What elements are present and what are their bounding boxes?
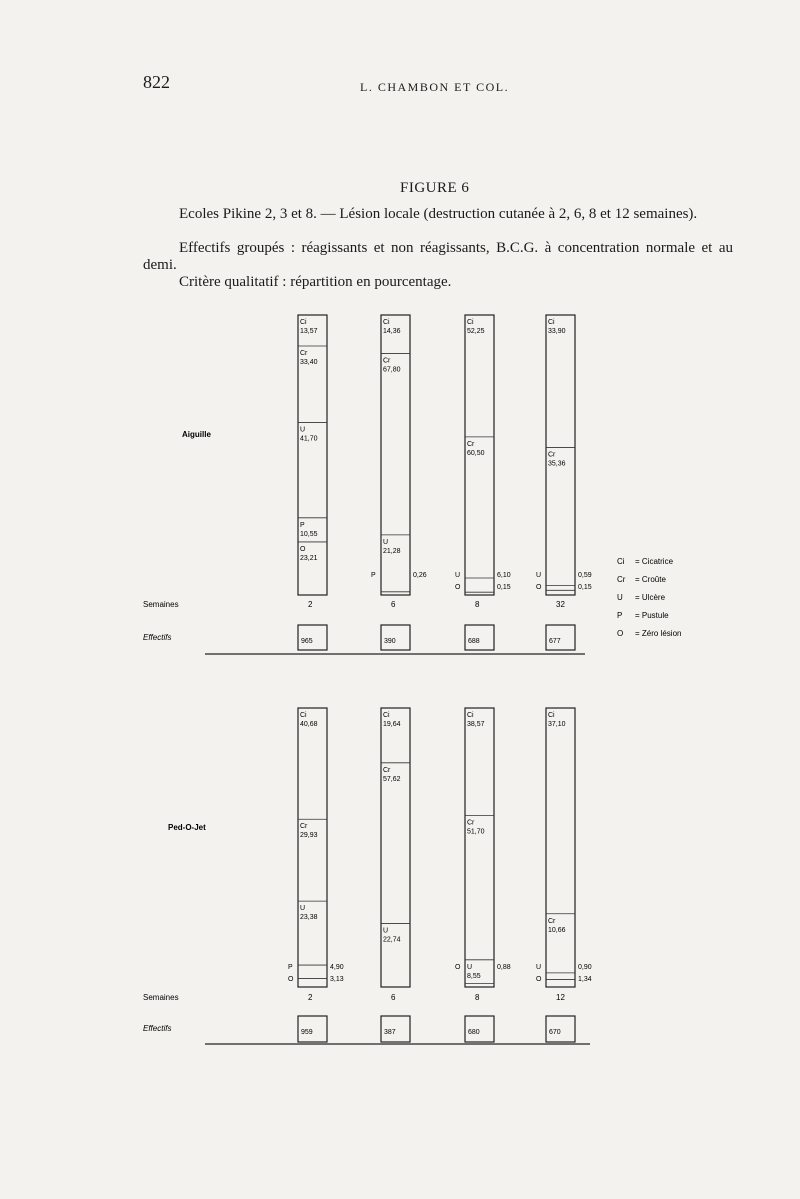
segment-code-o: O — [455, 584, 461, 591]
segment-value: 60,50 — [467, 449, 485, 457]
segment-value: 0,88 — [497, 964, 511, 971]
legend-text: = Croûte — [635, 575, 666, 584]
legend-text: = Pustule — [635, 611, 669, 620]
legend-text: = Ulcère — [635, 593, 666, 602]
segment-code-p: P — [371, 572, 376, 579]
effectif-value: 680 — [468, 1029, 480, 1036]
segment-value: 38,57 — [467, 721, 485, 728]
x-axis-label: Semaines — [143, 600, 179, 609]
legend-code-u: U — [617, 593, 623, 602]
segment-value: 1,34 — [578, 976, 592, 983]
bar-outline — [546, 708, 575, 987]
segment-value: 23,38 — [300, 914, 318, 922]
segment-value: 35,36 — [548, 460, 566, 468]
segment-value: 14,36 — [383, 328, 401, 335]
x-axis-label: Semaines — [143, 993, 179, 1002]
segment-value: 37,10 — [548, 721, 566, 728]
segment-code-u: U — [300, 905, 306, 913]
week-tick-label: 8 — [475, 600, 480, 609]
segment-code-cr: Cr — [300, 350, 308, 358]
segment-code-ci: Ci — [383, 712, 390, 719]
group-label-ped-o-jet: Ped-O-Jet — [168, 823, 206, 832]
segment-value: 8,55 — [467, 972, 481, 980]
segment-value: 10,66 — [548, 926, 566, 934]
segment-code-u: U — [536, 572, 542, 579]
segment-code-cr: Cr — [548, 917, 556, 925]
segment-code-ci: Ci — [467, 712, 474, 719]
week-tick-label: 12 — [556, 993, 565, 1002]
effectifs-label: Effectifs — [143, 1024, 172, 1033]
figure-caption-line-1: Ecoles Pikine 2, 3 et 8. — Lésion locale (destruction cutanée à 2, 6, 8 et 12 semaines). — [179, 206, 698, 222]
segment-code-ci: Ci — [300, 319, 307, 326]
legend-code-ci: Ci — [617, 557, 625, 566]
figure-caption-line-2: Effectifs groupés : réagissants et non réagissants, B.C.G. à concentration normale et au demi. — [143, 240, 733, 273]
segment-code-p: P — [300, 521, 305, 529]
segment-code-u: U — [467, 963, 473, 971]
page-number: 822 — [143, 72, 170, 92]
week-tick-label: 2 — [308, 600, 313, 609]
bar-outline — [381, 708, 410, 987]
segment-value: 0,15 — [497, 584, 511, 591]
legend-code-o: O — [617, 629, 624, 638]
segment-code-o: O — [536, 584, 542, 591]
segment-code-ci: Ci — [548, 712, 555, 719]
effectif-value: 670 — [549, 1029, 561, 1036]
segment-value: 52,25 — [467, 328, 485, 335]
segment-code-ci: Ci — [300, 712, 307, 719]
segment-code-cr: Cr — [548, 451, 556, 459]
effectif-value: 677 — [549, 638, 561, 645]
segment-code-cr: Cr — [467, 440, 475, 448]
group-label-aiguille: Aiguille — [182, 430, 211, 439]
segment-value: 6,10 — [497, 572, 511, 579]
segment-code-u: U — [455, 572, 461, 579]
segment-value: 0,26 — [413, 572, 427, 579]
legend-text: = Zéro lésion — [635, 629, 682, 638]
legend-code-cr: Cr — [617, 575, 626, 584]
legend-text: = Cicatrice — [635, 557, 674, 566]
segment-value: 51,70 — [467, 828, 485, 836]
running-head: L. CHAMBON ET COL. — [360, 80, 510, 94]
segment-value: 33,40 — [300, 359, 318, 367]
figure-caption-line-3: Critère qualitatif : répartition en pourcentage. — [179, 274, 452, 290]
segment-code-ci: Ci — [467, 319, 474, 326]
figure-title: FIGURE 6 — [400, 180, 470, 196]
segment-code-ci: Ci — [548, 319, 555, 326]
segment-value: 0,59 — [578, 572, 592, 579]
segment-value: 21,28 — [383, 547, 401, 555]
segment-code-p: P — [288, 964, 293, 971]
week-tick-label: 6 — [391, 993, 396, 1002]
segment-value: 23,21 — [300, 554, 318, 562]
effectif-value: 390 — [384, 638, 396, 645]
segment-code-cr: Cr — [300, 823, 308, 831]
segment-value: 57,62 — [383, 775, 401, 783]
segment-value: 40,68 — [300, 721, 318, 728]
segment-code-cr: Cr — [383, 766, 391, 774]
effectifs-label: Effectifs — [143, 633, 172, 642]
segment-code-o: O — [455, 964, 461, 971]
legend-code-p: P — [617, 611, 623, 620]
segment-value: 67,80 — [383, 366, 401, 374]
segment-code-o: O — [536, 976, 542, 983]
segment-code-ci: Ci — [383, 319, 390, 326]
bar-outline — [465, 708, 494, 987]
segment-value: 0,15 — [578, 584, 592, 591]
segment-value: 10,55 — [300, 530, 318, 538]
segment-value: 22,74 — [383, 936, 401, 944]
effectif-value: 387 — [384, 1029, 396, 1036]
segment-code-u: U — [383, 927, 389, 935]
week-tick-label: 8 — [475, 993, 480, 1002]
segment-value: 4,90 — [330, 964, 344, 971]
segment-value: 41,70 — [300, 435, 318, 443]
segment-code-u: U — [300, 426, 306, 434]
week-tick-label: 6 — [391, 600, 396, 609]
segment-value: 0,90 — [578, 964, 592, 971]
segment-value: 33,90 — [548, 328, 566, 335]
segment-code-o: O — [288, 976, 294, 983]
segment-code-cr: Cr — [467, 819, 475, 827]
segment-code-cr: Cr — [383, 357, 391, 365]
effectif-value: 688 — [468, 638, 480, 645]
segment-value: 13,57 — [300, 328, 318, 335]
effectif-value: 959 — [301, 1029, 313, 1036]
segment-value: 19,64 — [383, 721, 401, 728]
segment-value: 29,93 — [300, 832, 318, 840]
week-tick-label: 32 — [556, 600, 565, 609]
segment-code-o: O — [300, 545, 306, 553]
week-tick-label: 2 — [308, 993, 313, 1002]
segment-code-u: U — [536, 964, 542, 971]
segment-value: 3,13 — [330, 976, 344, 983]
segment-code-u: U — [383, 538, 389, 546]
effectif-value: 965 — [301, 638, 313, 645]
bar-outline — [298, 708, 327, 987]
